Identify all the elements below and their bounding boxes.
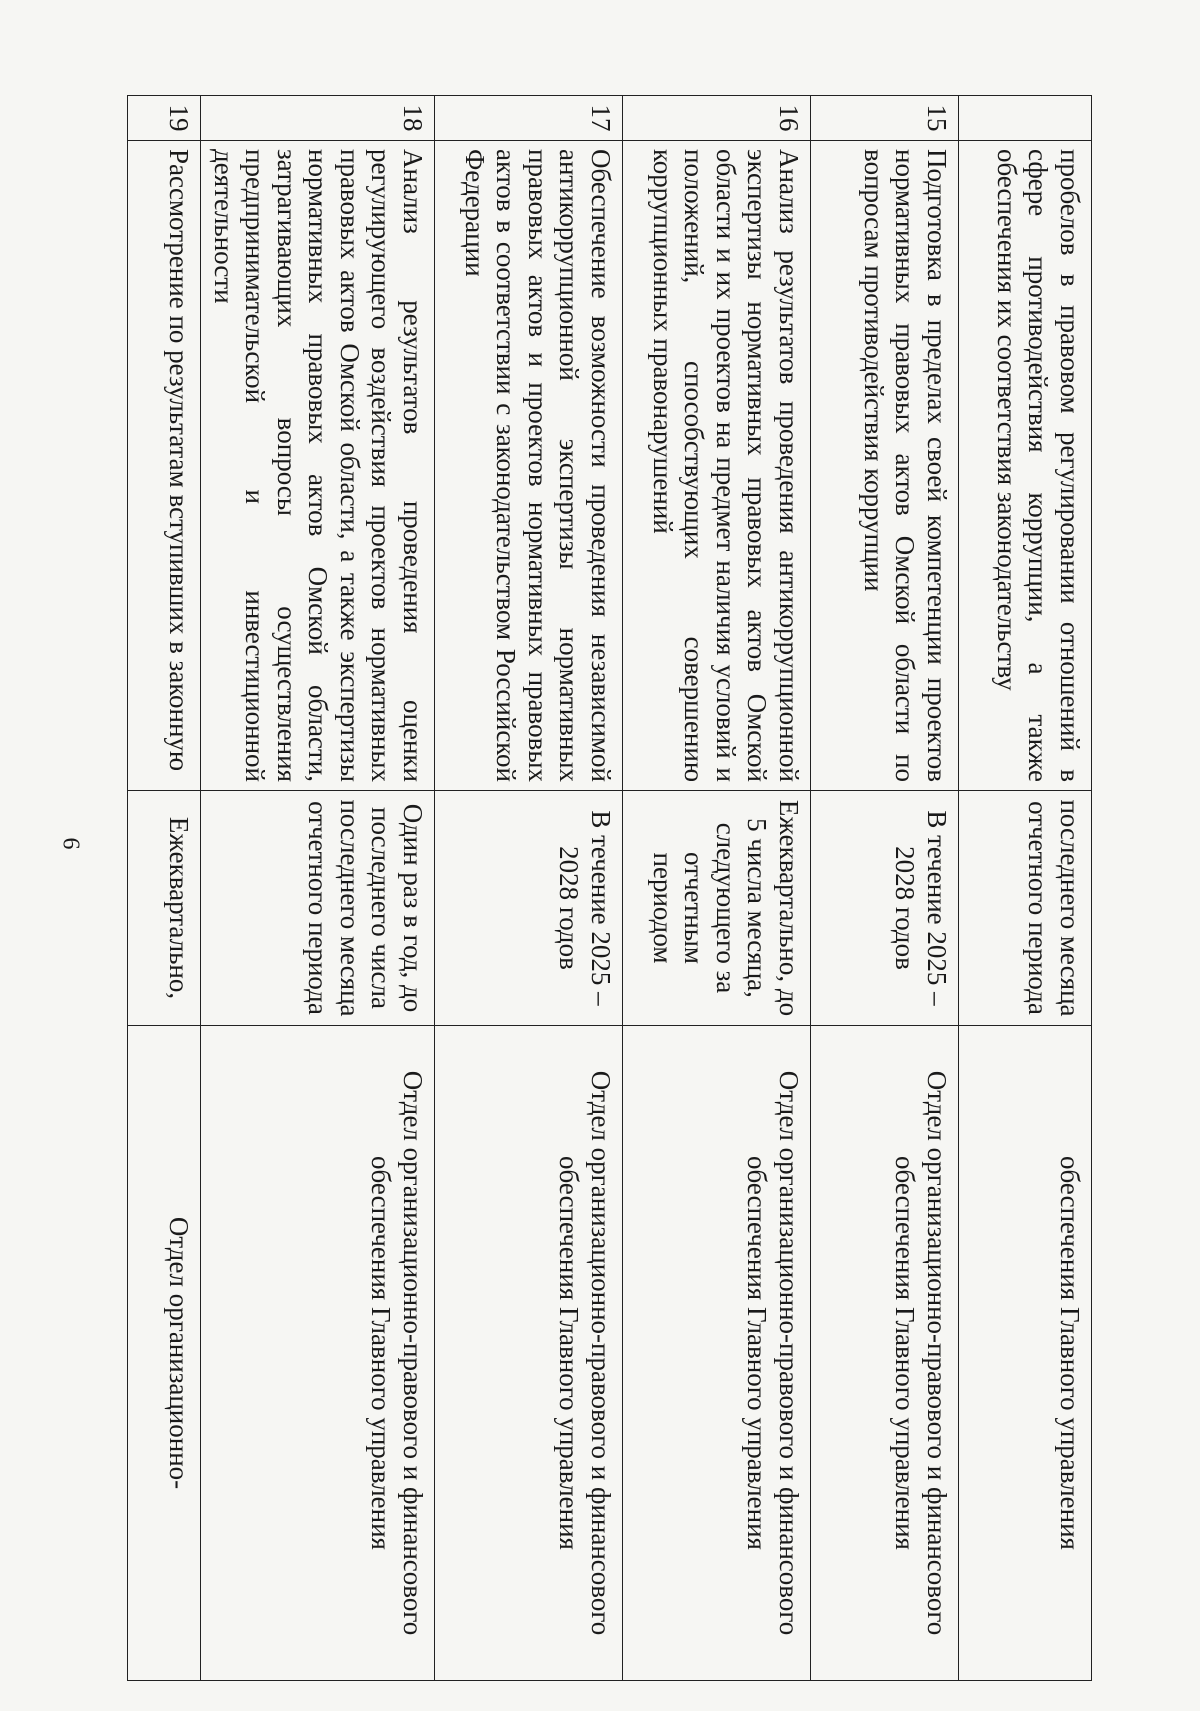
measure-description: Подготовка в пределах своей компетенции проектов нормативных правовых актов Омской области по вопросам противодействия коррупции bbox=[811, 141, 959, 791]
deadline-cell: В течение 2025 – 2028 годов bbox=[435, 791, 623, 1026]
deadline-cell: Один раз в год, до последнего числа последнего месяца отчетного периода bbox=[200, 791, 434, 1026]
measure-description: Анализ результатов проведения оценки регулирующего воздействия проектов нормативных правовых актов Омской области, а также экспертизы нормативных правовых актов Омской области, затрагивающих вопросы осуществления предпринимательской и инвестиционной деятельности bbox=[200, 141, 434, 791]
page-number: 6 bbox=[57, 837, 84, 850]
responsible-cell: Отдел организационно-правового и финансового обеспечения Главного управления bbox=[811, 1026, 959, 1681]
row-number bbox=[959, 96, 1092, 141]
row-number: 15 bbox=[811, 96, 959, 141]
table-row bbox=[811, 96, 959, 1681]
deadline-cell: В течение 2025 – 2028 годов bbox=[811, 791, 959, 1026]
deadline-cell: Ежеквартально, bbox=[127, 791, 200, 1026]
table-row bbox=[435, 96, 623, 1681]
row-number: 18 bbox=[200, 96, 434, 141]
measure-description: Обеспечение возможности проведения независимой антикоррупционной экспертизы нормативных правовых актов и проектов нормативных правовых актов в соответствии с законодательством Российской Федерации bbox=[435, 141, 623, 791]
responsible-cell: Отдел организационно-правового и финансового обеспечения Главного управления bbox=[435, 1026, 623, 1681]
responsible-cell: Отдел организационно- bbox=[127, 1026, 200, 1681]
row-number: 19 bbox=[127, 96, 200, 141]
measure-description: Рассмотрение по результатам вступивших в законную bbox=[127, 141, 200, 791]
table-row bbox=[200, 96, 434, 1681]
row-number: 16 bbox=[623, 96, 811, 141]
rotated-table-container bbox=[92, 95, 1092, 1695]
measures-table bbox=[127, 95, 1092, 1681]
deadline-cell: последнего месяца отчетного периода bbox=[959, 791, 1092, 1026]
responsible-cell: Отдел организационно-правового и финансового обеспечения Главного управления bbox=[623, 1026, 811, 1681]
responsible-cell: обеспечения Главного управления bbox=[959, 1026, 1092, 1681]
table-row bbox=[623, 96, 811, 1681]
measure-description: пробелов в правовом регулировании отношений в сфере противодействия коррупции, а также обеспечения их соответствия законодательству bbox=[959, 141, 1092, 791]
responsible-cell: Отдел организационно-правового и финансового обеспечения Главного управления bbox=[200, 1026, 434, 1681]
deadline-cell: Ежеквартально, до 5 числа месяца, следующего за отчетным периодом bbox=[623, 791, 811, 1026]
row-number: 17 bbox=[435, 96, 623, 141]
table-row bbox=[959, 96, 1092, 1681]
table-row bbox=[127, 96, 200, 1681]
measure-description: Анализ результатов проведения антикоррупционной экспертизы нормативных правовых актов Омской области и их проектов на предмет наличия условий и положений, способствующих совершению коррупционных правонарушений bbox=[623, 141, 811, 791]
